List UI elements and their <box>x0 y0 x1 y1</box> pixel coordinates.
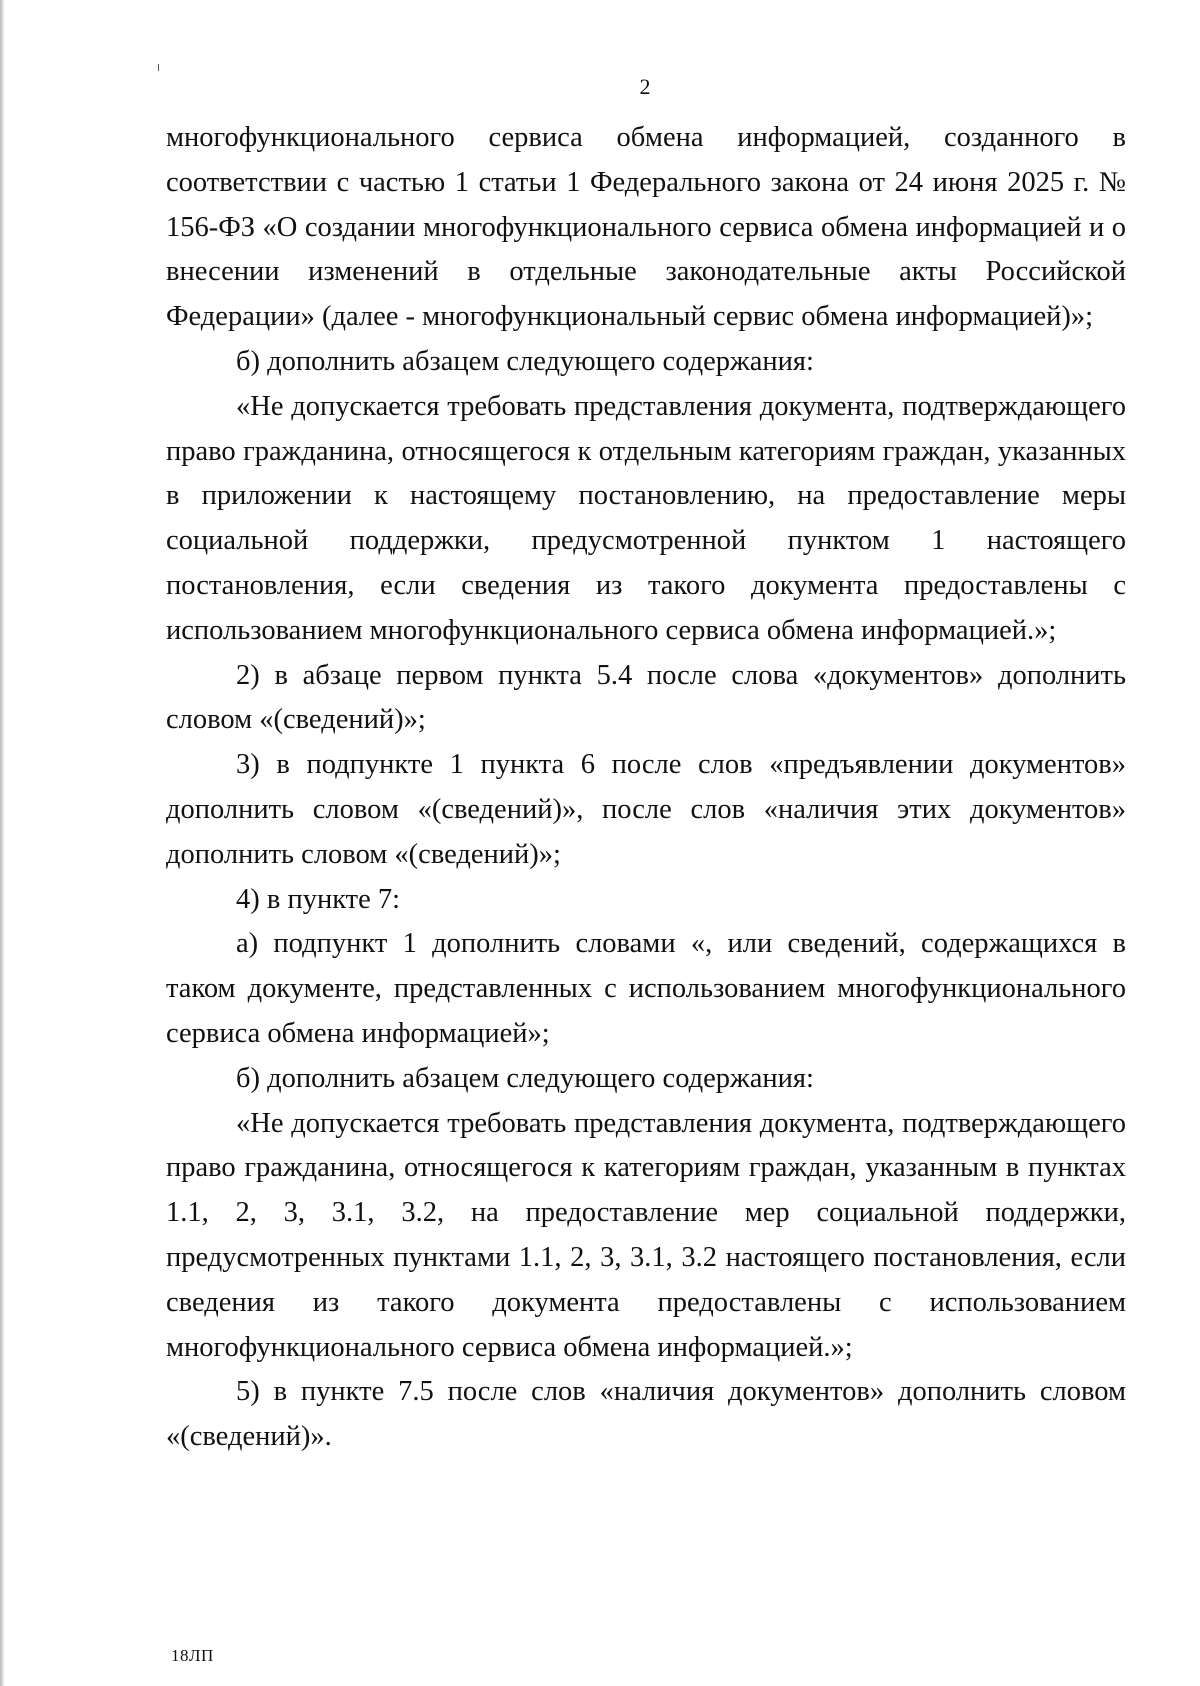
paragraph-quote-2: «Не допускается требовать представления документа, подтверждающего право гражданина, относящегося к категориям граждан, указанным в пунктах 1.1, 2, 3, 3.1, 3.2, на предоставление мер социальной поддержки, предусмотренных пунктами 1.1, 2, 3, 3.1, 3.2 настоящего постановления, если сведения из такого документа предоставлены с использованием многофункционального сервиса обмена информацией.»; <box>166 1107 1126 1363</box>
paragraph-item-4: 4) в пункте 7: <box>236 883 401 915</box>
paragraph-item-3: 3) в подпункте 1 пункта 6 после слов «предъявлении документов» дополнить словом «(сведений)», после слов «наличия этих документов» дополнить словом «(сведений)»; <box>166 749 1126 870</box>
paragraph-item-4b: б) дополнить абзацем следующего содержания: <box>236 1062 814 1094</box>
scan-speck <box>158 64 159 71</box>
paragraph-item-5: 5) в пункте 7.5 после слов «наличия документов» дополнить словом «(сведений)». <box>166 1376 1126 1453</box>
paragraph-b-add: б) дополнить абзацем следующего содержания: <box>236 345 814 377</box>
scan-edge <box>0 0 5 1686</box>
paragraph-item-2: 2) в абзаце первом пункта 5.4 после слова «документов» дополнить словом «(сведений)»; <box>166 659 1126 736</box>
page-number: 2 <box>639 74 651 99</box>
paragraph-item-4a: а) подпункт 1 дополнить словами «, или сведений, содержащихся в таком документе, представленных с использованием многофункционального сервиса обмена информацией»; <box>166 928 1126 1049</box>
paragraph-quote-1: «Не допускается требовать представления документа, подтверждающего право гражданина, относящегося к отдельным категориям граждан, указанных в приложении к настоящему постановлению, на предоставление меры социальной поддержки, предусмотренной пунктом 1 настоящего постановления, если сведения из такого документа предоставлены с использованием многофункционального сервиса обмена информацией.»; <box>166 390 1126 646</box>
document-code: 18ЛП <box>171 1646 214 1665</box>
paragraph-continuation: многофункционального сервиса обмена информацией, созданного в соответствии с частью 1 статьи 1 Федерального закона от 24 июня 2025 г. № 156-ФЗ «О создании многофункционального сервиса обмена информацией и о внесении изменений в отдельные законодательные акты Российской Федерации» (далее - многофункциональный сервис обмена информацией)»; <box>166 122 1126 333</box>
document-body <box>166 116 1126 1460</box>
